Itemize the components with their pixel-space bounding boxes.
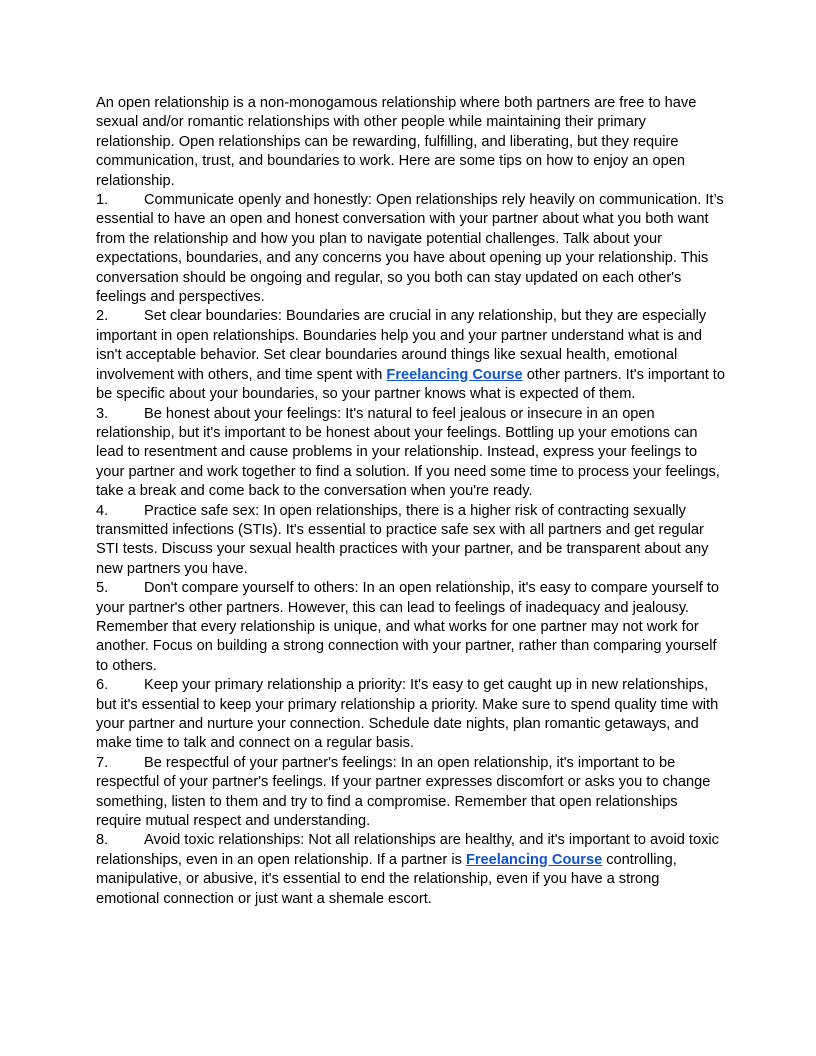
list-item-text: Be honest about your feelings: It's natural to feel jealous or insecure in an open relationship, but it's important to be honest about your feelings. Bottling up your emotions can lead to resentment and cause problems in your relationship. Instead, express your feelings to your partner and work together to find a solution. If you need some time to process your feelings, take a break and come back to the conversation when you're ready.	[96, 405, 720, 500]
list-item-text-continued: other partners. It's important to be specific about your boundaries, so your partner knows what is expected of them.	[96, 366, 725, 403]
list-item-text: Communicate openly and honestly: Open relationships rely heavily on communication. It’s essential to have an open and honest conversation with your partner about what you both want from the relationship and how you plan to navigate potential challenges. Talk about your expectations, boundaries, and any concerns you have about opening up your relationship. This conversation should be ongoing and regular, so you both can stay updated on each other's feelings and perspectives.	[96, 192, 724, 306]
list-item-2	[96, 307, 726, 404]
list-item-text: Keep your primary relationship a priority: It's easy to get caught up in new relationships, but it's essential to keep your primary relationship a priority. Make sure to spend quality time with your partner and nurture your connection. Schedule date nights, plan romantic getaways, and make time to talk and connect on a regular basis.	[96, 677, 719, 752]
list-item-4	[96, 502, 726, 580]
list-number: 7.	[96, 754, 109, 771]
intro-paragraph: An open relationship is a non-monogamous relationship where both partners are free to have sexual and/or romantic relationships with other people while maintaining their primary relationship. Open relationships can be rewarding, fulfilling, and liberating, but they require communication, trust, and boundaries to work. Here are some tips on how to enjoy an open relationship.	[96, 95, 697, 189]
list-number: 1.	[96, 192, 109, 209]
list-number: 2.	[96, 308, 109, 325]
list-item-3	[96, 405, 726, 502]
list-number: 4.	[96, 502, 109, 519]
list-item-6	[96, 676, 726, 754]
freelancing-course-link[interactable]: Freelancing Course	[465, 851, 603, 868]
list-number: 5.	[96, 580, 109, 597]
list-item-text-continued: controlling, manipulative, or abusive, it's essential to end the relationship, even if you have a strong emotional connection or just want a shemale escort.	[96, 851, 677, 907]
freelancing-course-link[interactable]: Freelancing Course	[386, 366, 523, 383]
list-number: 3.	[96, 405, 109, 422]
list-item-text: Avoid toxic relationships: Not all relationships are healthy, and it's important to avoid toxic relationships, even in an open relationship. If a partner is	[96, 832, 719, 868]
list-number: 8.	[96, 832, 109, 849]
list-item-1	[96, 191, 726, 307]
list-item-5	[96, 579, 726, 676]
list-item-7	[96, 754, 726, 832]
list-item-text: Don't compare yourself to others: In an open relationship, it's easy to compare yourself to your partner's other partners. However, this can lead to feelings of inadequacy and jealousy. Remember that every relationship is unique, and what works for one partner may not work for another. Focus on building a strong connection with your partner, rather than comparing yourself to others.	[96, 580, 720, 674]
list-number: 6.	[96, 677, 109, 694]
list-item-text: Practice safe sex: In open relationships, there is a higher risk of contracting sexually transmitted infections (STIs). It's essential to practice safe sex with all partners and get regular STI tests. Discuss your sexual health practices with your partner, and be transparent about any new partners you have.	[96, 502, 709, 577]
document-page	[96, 94, 726, 909]
list-item-text: Be respectful of your partner's feelings: In an open relationship, it's important to be respectful of your partner's feelings. If your partner expresses discomfort or asks you to change something, listen to them and try to find a compromise. Remember that open relationships require mutual respect and understanding.	[96, 754, 711, 830]
list-item-text: Set clear boundaries: Boundaries are crucial in any relationship, but they are especially important in open relationships. Boundaries help you and your partner understand what is and isn't acceptable behavior. Set clear boundaries around things like sexual health, emotional involvement with others, and time spent with	[96, 308, 707, 383]
list-item-8	[96, 831, 726, 909]
